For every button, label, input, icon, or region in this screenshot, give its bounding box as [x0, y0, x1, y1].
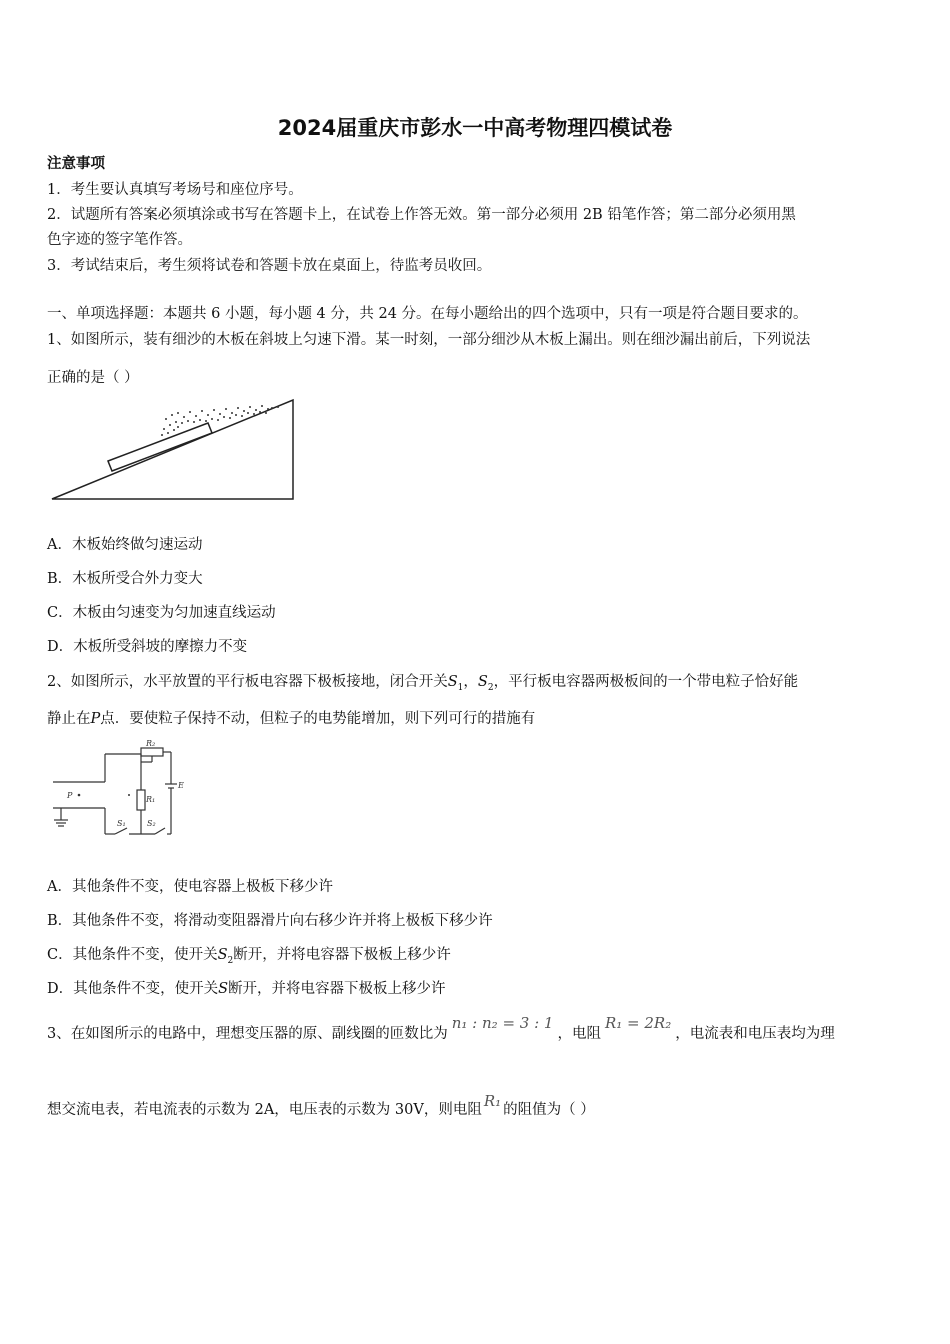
notice-item-3: 3．考试结束后，考生须将试卷和答题卡放在桌面上，待监考员收回。 [47, 258, 492, 274]
q2-stem-line2: 静止在P点．要使粒子保持不动，但粒子的电势能增加，则下列可行的措施有 [47, 711, 536, 727]
q1-option-a: A．木板始终做匀速运动 [47, 537, 203, 553]
q2-option-d: D．其他条件不变，使开关S断开，并将电容器下极板上移少许 [47, 981, 446, 997]
q1-slope-figure [48, 395, 298, 505]
sand-dots [161, 405, 279, 436]
q2-option-a: A．其他条件不变，使电容器上极板下移少许 [47, 879, 333, 895]
label-s1: S₁ [117, 819, 126, 828]
q1-option-c: C．木板由匀速变为匀加速直线运动 [47, 605, 276, 621]
q3-line1: 3、在如图所示的电路中，理想变压器的原、副线圈的匝数比为n₁ : n₂ = 3 : 1，电阻R₁ = 2R₂，电流表和电压表均为理 [47, 1014, 835, 1042]
q2-circuit-figure [45, 738, 190, 843]
notice-item-2-cont: 色字迹的签字笔作答。 [47, 232, 192, 248]
q2-stem-line1: 2、如图所示，水平放置的平行板电容器下极板接地，闭合开关$S_1$，$S_2$，平行板电容器两极板间的一个带电粒子恰好能 [47, 674, 799, 693]
q3-r1: R₁ [483, 1092, 502, 1110]
q1-stem-line2: 正确的是（ ） [47, 370, 139, 386]
notice-item-1: 1．考生要认真填写考场号和座位序号。 [47, 182, 303, 198]
label-p: P [67, 791, 73, 800]
q3-line2: 想交流电表，若电流表的示数为 2A，电压表的示数为 30V，则电阻 R₁ 的阻值为（ ） [47, 1092, 595, 1118]
minus-mark [128, 794, 130, 796]
q3-ratio: n₁ : n₂ = 3 : 1 [451, 1014, 554, 1032]
q2-option-c: C．其他条件不变，使开关$S_2$断开，并将电容器下极板上移少许 [47, 947, 451, 966]
q2-option-b: B．其他条件不变，将滑动变阻器滑片向右移少许并将上极板下移少许 [47, 913, 493, 929]
label-e: E [178, 781, 184, 790]
notice-item-2: 2．试题所有答案必须填涂或书写在答题卡上，在试卷上作答无效。第一部分必须用 2B 铅笔作答；第二部分必须用黑 [47, 207, 796, 223]
wooden-board [108, 423, 212, 471]
q1-option-b: B．木板所受合外力变大 [47, 571, 203, 587]
q1-stem-line1: 1、如图所示，装有细沙的木板在斜坡上匀速下滑。某一时刻，一部分细沙从木板上漏出。则在细沙漏出前后，下列说法 [47, 332, 811, 348]
label-s2: S₂ [147, 819, 156, 828]
label-r1: R₁ [146, 795, 156, 804]
section-heading: 一、单项选择题：本题共 6 小题，每小题 4 分，共 24 分。在每小题给出的四个选项中，只有一项是符合题目要求的。 [47, 306, 808, 322]
page-title: 2024届重庆市彭水一中高考物理四模试卷 [277, 116, 673, 140]
notice-heading: 注意事项 [47, 155, 105, 172]
label-r2: R₂ [146, 739, 156, 748]
q1-option-d: D．木板所受斜坡的摩擦力不变 [47, 639, 248, 655]
particle-dot [78, 794, 81, 797]
q3-resistance: R₁ = 2R₂ [604, 1014, 672, 1032]
